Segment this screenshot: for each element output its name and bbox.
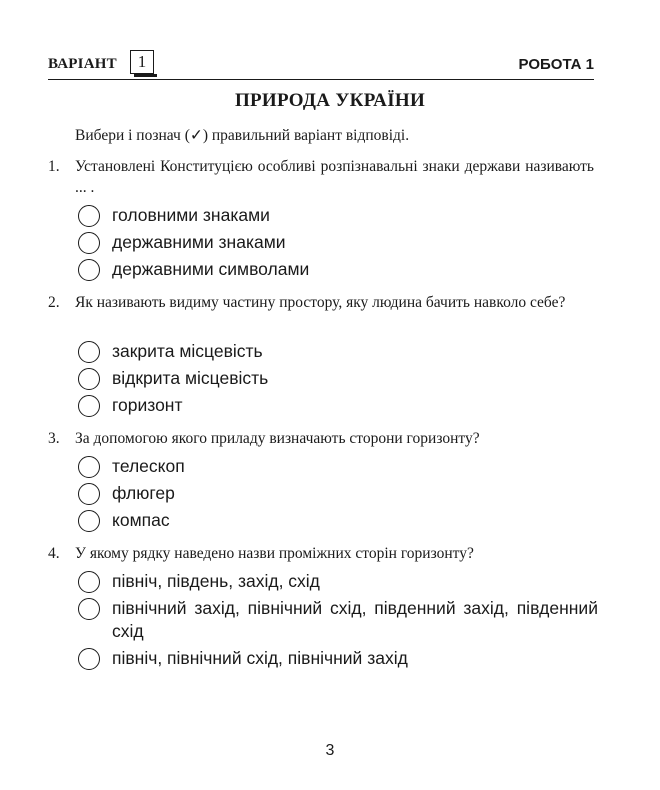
radio-circle-icon[interactable] — [78, 232, 100, 254]
option-label: державними знаками — [112, 232, 286, 252]
answer-option[interactable] — [78, 570, 598, 593]
radio-circle-icon[interactable] — [78, 456, 100, 478]
question-text: Як називають видиму частину простору, яку людина бачить навколо себе? — [75, 294, 566, 311]
option-label: телескоп — [112, 456, 185, 476]
radio-circle-icon[interactable] — [78, 395, 100, 417]
answer-option[interactable] — [78, 367, 598, 390]
question-1 — [48, 156, 594, 198]
radio-circle-icon[interactable] — [78, 598, 100, 620]
option-label: головними знаками — [112, 205, 270, 225]
radio-circle-icon[interactable] — [78, 510, 100, 532]
option-label: відкрита місцевість — [112, 368, 269, 388]
radio-circle-icon[interactable] — [78, 483, 100, 505]
option-label: північ, північний схід, північний захід — [112, 648, 408, 668]
variant-number-box: 1 — [130, 50, 154, 74]
page-header — [48, 50, 594, 78]
question-text: У якому рядку наведено назви проміжних сторін горизонту? — [75, 545, 474, 562]
answer-option[interactable] — [78, 204, 598, 227]
header-divider — [48, 79, 594, 80]
question-number: 2. — [48, 294, 60, 311]
radio-circle-icon[interactable] — [78, 571, 100, 593]
question-number: 3. — [48, 430, 60, 447]
question-3 — [48, 428, 594, 449]
page-title: ПРИРОДА УКРАЇНИ — [234, 90, 426, 111]
question-4 — [48, 543, 594, 564]
answer-option[interactable] — [78, 231, 598, 254]
answer-option[interactable] — [78, 394, 598, 417]
question-number: 1. — [48, 158, 60, 175]
answer-option[interactable] — [78, 340, 598, 363]
question-text: Установлені Конституцією особливі розпізнавальні знаки держави називають ... . — [75, 158, 594, 196]
option-label: закрита місцевість — [112, 341, 263, 361]
question-text: За допомогою якого приладу визначають сторони горизонту? — [75, 430, 480, 447]
instruction-text: Вибери і познач (✓) правильний варіант відповіді. — [75, 127, 410, 144]
question-2 — [48, 292, 594, 313]
option-label: горизонт — [112, 395, 183, 415]
option-label: північний захід, північний схід, південний захід, південний схід — [112, 598, 598, 641]
answer-option[interactable] — [78, 258, 598, 281]
answer-option[interactable] — [78, 509, 598, 532]
option-label: компас — [112, 510, 170, 530]
answer-option[interactable] — [78, 455, 598, 478]
question-number: 4. — [48, 545, 60, 562]
option-label: флюгер — [112, 483, 175, 503]
answer-option[interactable] — [78, 482, 598, 505]
option-label: північ, південь, захід, схід — [112, 571, 320, 591]
answer-option[interactable] — [78, 597, 598, 643]
variant-label: ВАРІАНТ — [48, 56, 117, 72]
answer-option[interactable] — [78, 647, 598, 670]
radio-circle-icon[interactable] — [78, 205, 100, 227]
radio-circle-icon[interactable] — [78, 341, 100, 363]
work-label: РОБОТА 1 — [518, 56, 594, 73]
radio-circle-icon[interactable] — [78, 259, 100, 281]
option-label: державними символами — [112, 259, 310, 279]
radio-circle-icon[interactable] — [78, 648, 100, 670]
radio-circle-icon[interactable] — [78, 368, 100, 390]
page-number: 3 — [325, 742, 335, 759]
